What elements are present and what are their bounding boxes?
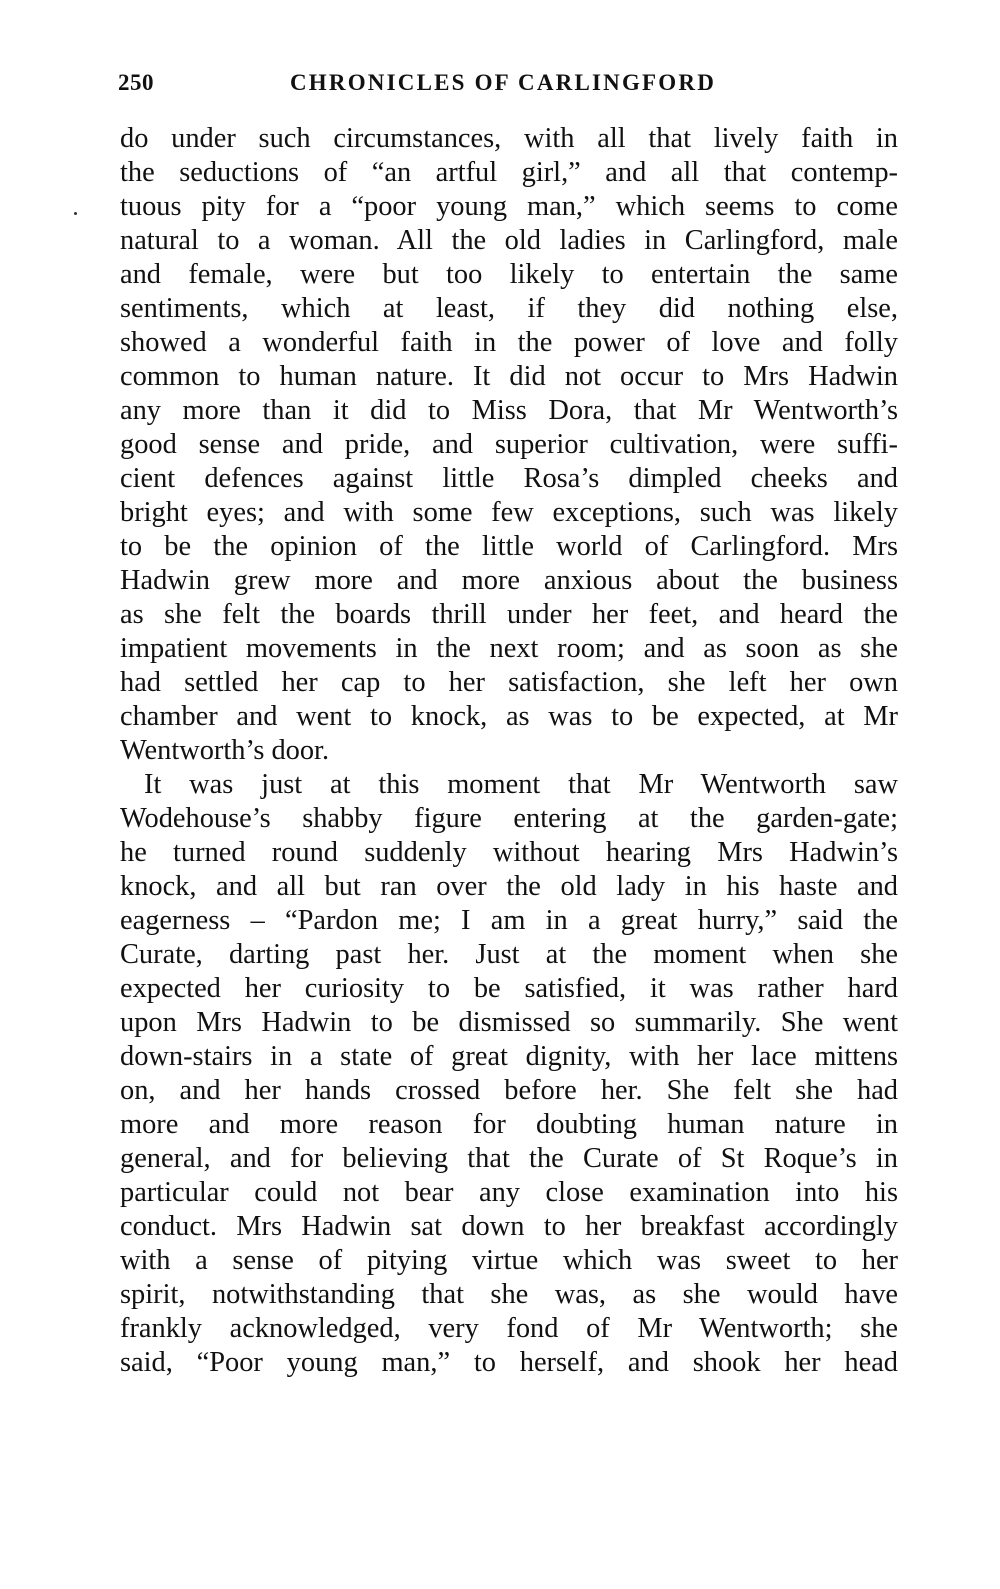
text-line: said, “Poor young man,” to herself, and shook her head bbox=[120, 1347, 898, 1378]
text-line: Wentworth’s door. bbox=[120, 735, 330, 766]
text-line: general, and for believing that the Curate of St Roque’s in bbox=[120, 1143, 898, 1174]
text-line: the seductions of “an artful girl,” and all that contemp- bbox=[120, 157, 898, 188]
text-line: any more than it did to Miss Dora, that Mr Wentworth’s bbox=[120, 395, 898, 426]
text-line: knock, and all but ran over the old lady in his haste and bbox=[120, 871, 898, 902]
text-line: had settled her cap to her satisfaction, she left her own bbox=[120, 667, 898, 698]
text-line: showed a wonderful faith in the power of love and folly bbox=[120, 327, 898, 358]
text-line: Wodehouse’s shabby figure entering at the garden-gate; bbox=[120, 803, 898, 834]
text-line: as she felt the boards thrill under her feet, and heard the bbox=[120, 599, 898, 630]
text-line: on, and her hands crossed before her. She felt she had bbox=[120, 1075, 898, 1106]
text-line: down-stairs in a state of great dignity, with her lace mittens bbox=[120, 1041, 898, 1072]
text-line: bright eyes; and with some few exceptions, such was likely bbox=[120, 497, 898, 528]
text-line: Curate, darting past her. Just at the moment when she bbox=[120, 939, 898, 970]
text-line: do under such circumstances, with all that lively faith in bbox=[120, 123, 898, 154]
text-line: particular could not bear any close examination into his bbox=[120, 1177, 898, 1208]
text-line: frankly acknowledged, very fond of Mr Wentworth; she bbox=[120, 1313, 898, 1344]
text-line: eagerness – “Pardon me; I am in a great hurry,” said the bbox=[120, 905, 898, 936]
text-line: good sense and pride, and superior cultivation, were suffi- bbox=[120, 429, 898, 460]
body-text bbox=[120, 122, 898, 1380]
text-line: conduct. Mrs Hadwin sat down to her breakfast accordingly bbox=[120, 1211, 898, 1242]
text-line: tuous pity for a “poor young man,” which seems to come bbox=[120, 191, 898, 222]
text-line: upon Mrs Hadwin to be dismissed so summarily. She went bbox=[120, 1007, 898, 1038]
paragraph-1 bbox=[120, 122, 898, 768]
text-line: cient defences against little Rosa’s dimpled cheeks and bbox=[120, 463, 898, 494]
text-line: chamber and went to knock, as was to be expected, at Mr bbox=[120, 701, 898, 732]
text-line: he turned round suddenly without hearing Mrs Hadwin’s bbox=[120, 837, 898, 868]
text-line: to be the opinion of the little world of Carlingford. Mrs bbox=[120, 531, 898, 562]
text-line: more and more reason for doubting human nature in bbox=[120, 1109, 898, 1140]
text-line: It was just at this moment that Mr Wentworth saw bbox=[144, 769, 898, 800]
text-line: common to human nature. It did not occur to Mrs Hadwin bbox=[120, 361, 898, 392]
text-line: with a sense of pitying virtue which was sweet to her bbox=[120, 1245, 898, 1276]
text-line: and female, were but too likely to entertain the same bbox=[120, 259, 898, 290]
running-title: CHRONICLES OF CARLINGFORD bbox=[290, 70, 717, 95]
paragraph-2 bbox=[120, 768, 898, 1380]
text-line: impatient movements in the next room; and as soon as she bbox=[120, 633, 898, 664]
text-line: sentiments, which at least, if they did nothing else, bbox=[120, 293, 898, 324]
text-line: spirit, notwithstanding that she was, as she would have bbox=[120, 1279, 898, 1310]
stray-dot-mark bbox=[74, 212, 77, 215]
text-line: Hadwin grew more and more anxious about the business bbox=[120, 565, 898, 596]
running-head bbox=[118, 66, 900, 100]
text-line: natural to a woman. All the old ladies in Carlingford, male bbox=[120, 225, 898, 256]
page-number: 250 bbox=[118, 70, 154, 95]
text-line: expected her curiosity to be satisfied, it was rather hard bbox=[120, 973, 898, 1004]
